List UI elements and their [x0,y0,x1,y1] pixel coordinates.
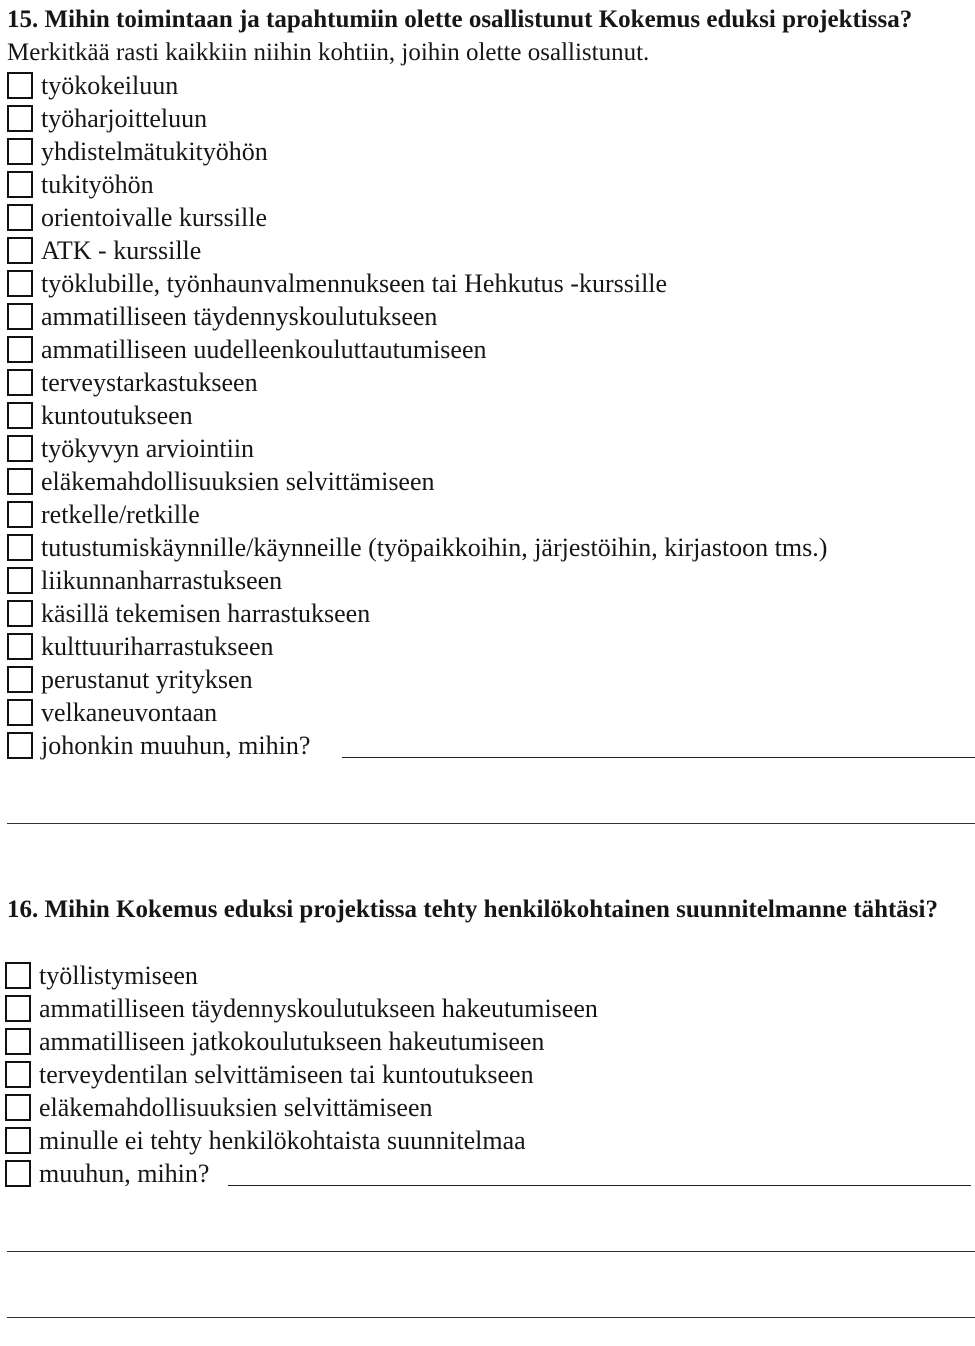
q16-answer-line[interactable] [7,1317,975,1318]
option-label: orientoivalle kurssille [41,202,268,232]
checkbox[interactable] [7,501,33,528]
checkbox[interactable] [7,270,33,297]
checkbox[interactable] [7,336,33,363]
q16-option[interactable] [5,1124,526,1157]
question-15-instruction: Merkitkää rasti kaikkiin niihin kohtiin, joihin olette osallistunut. [7,39,650,66]
option-label: työkyvyn arviointiin [41,433,255,463]
option-label: eläkemahdollisuuksien selvittämiseen [39,1092,433,1122]
checkbox[interactable] [5,1028,31,1055]
option-label: terveystarkastukseen [41,367,258,397]
q15-option[interactable] [7,234,201,267]
checkbox[interactable] [7,237,33,264]
checkbox[interactable] [7,105,33,132]
q15-option[interactable] [7,267,667,300]
checkbox[interactable] [7,567,33,594]
option-label: työharjoitteluun [41,103,208,133]
checkbox[interactable] [7,171,33,198]
option-label: kulttuuriharrastukseen [41,631,274,661]
q16-option[interactable] [5,992,598,1025]
question-15-title: 15. Mihin toimintaan ja tapahtumiin olette osallistunut Kokemus eduksi projektissa? [7,6,913,33]
option-label: ammatilliseen uudelleenkouluttautumiseen [41,334,487,364]
checkbox[interactable] [5,1094,31,1121]
checkbox[interactable] [5,995,31,1022]
q15-option-other[interactable] [7,729,310,762]
q15-answer-line[interactable] [7,823,975,824]
q16-option-other[interactable] [5,1157,209,1190]
q15-other-answer-line[interactable] [342,757,975,758]
checkbox[interactable] [7,732,33,759]
q15-option[interactable] [7,201,267,234]
question-16-heading [7,893,967,926]
option-label: velkaneuvontaan [41,697,218,727]
checkbox[interactable] [7,204,33,231]
q15-option[interactable] [7,300,437,333]
option-label: tutustumiskäynnille/käynneille (työpaikkoihin, järjestöihin, kirjastoon tms.) [41,532,828,562]
checkbox[interactable] [7,666,33,693]
q15-option[interactable] [7,168,154,201]
q15-option[interactable] [7,135,268,168]
option-label: ATK - kurssille [41,235,202,265]
q15-option[interactable] [7,69,178,102]
q15-option[interactable] [7,465,435,498]
option-label: terveydentilan selvittämiseen tai kuntoutukseen [39,1059,534,1089]
option-label: perustanut yrityksen [41,664,253,694]
q16-option[interactable] [5,959,198,992]
option-label: ammatilliseen jatkokoulutukseen hakeutumiseen [39,1026,545,1056]
checkbox[interactable] [5,962,31,989]
q16-other-answer-line[interactable] [228,1185,971,1186]
q15-option[interactable] [7,630,274,663]
option-label: kuntoutukseen [41,400,193,430]
checkbox[interactable] [7,402,33,429]
q16-option[interactable] [5,1025,544,1058]
q15-option[interactable] [7,696,217,729]
checkbox[interactable] [7,72,33,99]
question-15-heading [7,3,967,69]
checkbox[interactable] [7,468,33,495]
q15-option[interactable] [7,432,254,465]
checkbox[interactable] [5,1160,31,1187]
checkbox[interactable] [7,138,33,165]
option-label: muuhun, mihin? [39,1158,210,1188]
q15-option[interactable] [7,333,487,366]
option-label: tukityöhön [41,169,154,199]
option-label: työkokeiluun [41,70,179,100]
option-label: johonkin muuhun, mihin? [41,730,311,760]
checkbox[interactable] [7,600,33,627]
q16-answer-line[interactable] [7,1251,975,1252]
option-label: yhdistelmätukityöhön [41,136,268,166]
checkbox[interactable] [7,303,33,330]
option-label: eläkemahdollisuuksien selvittämiseen [41,466,435,496]
checkbox[interactable] [7,369,33,396]
q15-option[interactable] [7,663,253,696]
option-label: ammatilliseen täydennyskoulutukseen [41,301,438,331]
checkbox[interactable] [5,1127,31,1154]
q15-option[interactable] [7,366,258,399]
checkbox[interactable] [7,435,33,462]
option-label: retkelle/retkille [41,499,200,529]
q15-option[interactable] [7,531,827,564]
q15-option[interactable] [7,102,207,135]
checkbox[interactable] [7,534,33,561]
option-label: minulle ei tehty henkilökohtaista suunnitelmaa [39,1125,526,1155]
q15-option[interactable] [7,498,200,531]
question-16-title: 16. Mihin Kokemus eduksi projektissa tehty henkilökohtainen suunnitelmanne tähtäsi? [7,896,938,923]
q16-option[interactable] [5,1091,433,1124]
q15-option[interactable] [7,399,193,432]
q15-option[interactable] [7,597,370,630]
checkbox[interactable] [7,633,33,660]
q16-option[interactable] [5,1058,534,1091]
option-label: liikunnanharrastukseen [41,565,283,595]
checkbox[interactable] [5,1061,31,1088]
option-label: ammatilliseen täydennyskoulutukseen hakeutumiseen [39,993,598,1023]
q15-option[interactable] [7,564,282,597]
checkbox[interactable] [7,699,33,726]
option-label: työllistymiseen [39,960,198,990]
option-label: työklubille, työnhaunvalmennukseen tai Hehkutus -kurssille [41,268,668,298]
option-label: käsillä tekemisen harrastukseen [41,598,371,628]
